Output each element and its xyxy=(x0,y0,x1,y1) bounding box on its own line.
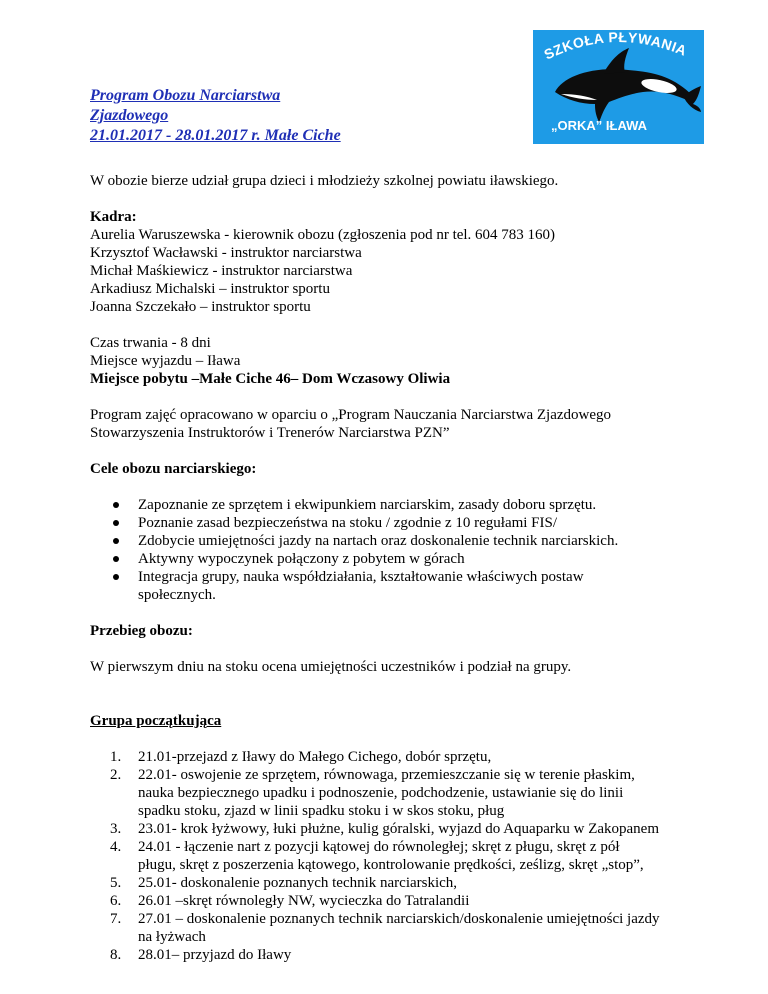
staff-member: Aurelia Waruszewska - kierownik obozu (zgłoszenia pod nr tel. 604 783 160) xyxy=(90,227,556,243)
list-item: 5. 25.01- doskonalenie poznanych technik narciarskich, xyxy=(110,875,458,891)
staff-member: Michał Maśkiewicz - instruktor narciarstwa xyxy=(90,263,353,279)
program-note-line: Program zajęć opracowano w oparciu o „Program Nauczania Narciarstwa Zjazdowego xyxy=(90,407,612,423)
bullet-icon xyxy=(113,502,119,508)
list-item: 3. 23.01- krok łyżwowy, łuki płużne, kulig góralski, wyjazd do Aquaparku w Zakopanem xyxy=(110,821,660,837)
bullet-icon xyxy=(113,574,119,580)
list-item: Zdobycie umiejętności jazdy na nartach oraz doskonalenie technik narciarskich. xyxy=(90,532,690,550)
list-item: 1. 21.01-przejazd z Iławy do Małego Cichego, dobór sprzętu, xyxy=(110,749,492,765)
list-item: Poznanie zasad bezpieczeństwa na stoku / zgodnie z 10 regułami FIS/ xyxy=(90,514,690,532)
orka-logo xyxy=(533,30,704,144)
stay-text: Miejsce pobytu –Małe Ciche 46– Dom Wczasowy Oliwia xyxy=(90,371,451,387)
list-item: 8. 28.01– przyjazd do Iławy xyxy=(110,947,292,963)
course-text: W pierwszym dniu na stoku ocena umiejętności uczestników i podział na grupy. xyxy=(90,659,572,675)
list-item: Aktywny wypoczynek połączony z pobytem w górach xyxy=(90,550,690,568)
duration-text: Czas trwania - 8 dni xyxy=(90,335,211,351)
staff-member: Krzysztof Wacławski - instruktor narciarstwa xyxy=(90,245,362,261)
intro-text: W obozie bierze udział grupa dzieci i młodzieży szkolnej powiatu iławskiego. xyxy=(90,173,559,189)
bullet-icon xyxy=(113,520,119,526)
title-line-3: 21.01.2017 - 28.01.2017 r. Małe Ciche xyxy=(90,127,341,144)
list-item: 2. 22.01- oswojenie ze sprzętem, równowaga, przemieszczanie się w terenie płaskim, nauka bezpiecznego upadku i podnoszenie, podchodzenie, ustawianie się do linii spadku stoku, zjazd w linii spadku stoku i w skos stoku, pług xyxy=(110,767,635,819)
staff-heading: Kadra: xyxy=(90,209,137,225)
page-title xyxy=(90,86,510,146)
program-note-line: Stowarzyszenia Instruktorów i Trenerów Narciarstwa PZN” xyxy=(90,425,450,441)
list-item: Zapoznanie ze sprzętem i ekwipunkiem narciarskim, zasady doboru sprzętu. xyxy=(90,496,690,514)
list-item: 6. 26.01 –skręt równoległy NW, wycieczka do Tatralandii xyxy=(110,893,470,909)
bullet-icon xyxy=(113,538,119,544)
beginners-heading: Grupa początkująca xyxy=(90,713,222,729)
goals-heading: Cele obozu narciarskiego: xyxy=(90,461,257,477)
goals-list xyxy=(90,496,690,604)
list-item: Integracja grupy, nauka współdziałania, kształtowanie właściwych postaw społecznych. xyxy=(90,568,690,604)
details-section xyxy=(90,334,690,388)
course-heading: Przebieg obozu: xyxy=(90,623,193,639)
document-body xyxy=(90,172,690,964)
title-line-2: Zjazdowego xyxy=(90,107,169,124)
program-note xyxy=(90,406,690,442)
beginners-schedule xyxy=(90,748,690,964)
staff-member: Arkadiusz Michalski – instruktor sportu xyxy=(90,281,330,297)
logo-bottom-text: „ORKA” IŁAWA xyxy=(551,118,648,133)
logo-top-text: SZKOŁA PŁYWANIA xyxy=(541,30,690,63)
orca-whale-icon xyxy=(533,30,704,144)
staff-member: Joanna Szczekało – instruktor sportu xyxy=(90,299,311,315)
title-line-1: Program Obozu Narciarstwa xyxy=(90,87,281,104)
departure-text: Miejsce wyjazdu – Iława xyxy=(90,353,241,369)
list-item: 7. 27.01 – doskonalenie poznanych technik narciarskich/doskonalenie umiejętności jazdy na łyżwach xyxy=(110,911,660,945)
list-item: 4. 24.01 - łączenie nart z pozycji kątowej do równoległej; skręt z pługu, skręt z pół pługu, skręt z poszerzenia kątowego, kontrolowanie prędkości, ześlizg, skręt „stop”, xyxy=(110,839,644,873)
bullet-icon xyxy=(113,556,119,562)
staff-section xyxy=(90,208,690,316)
